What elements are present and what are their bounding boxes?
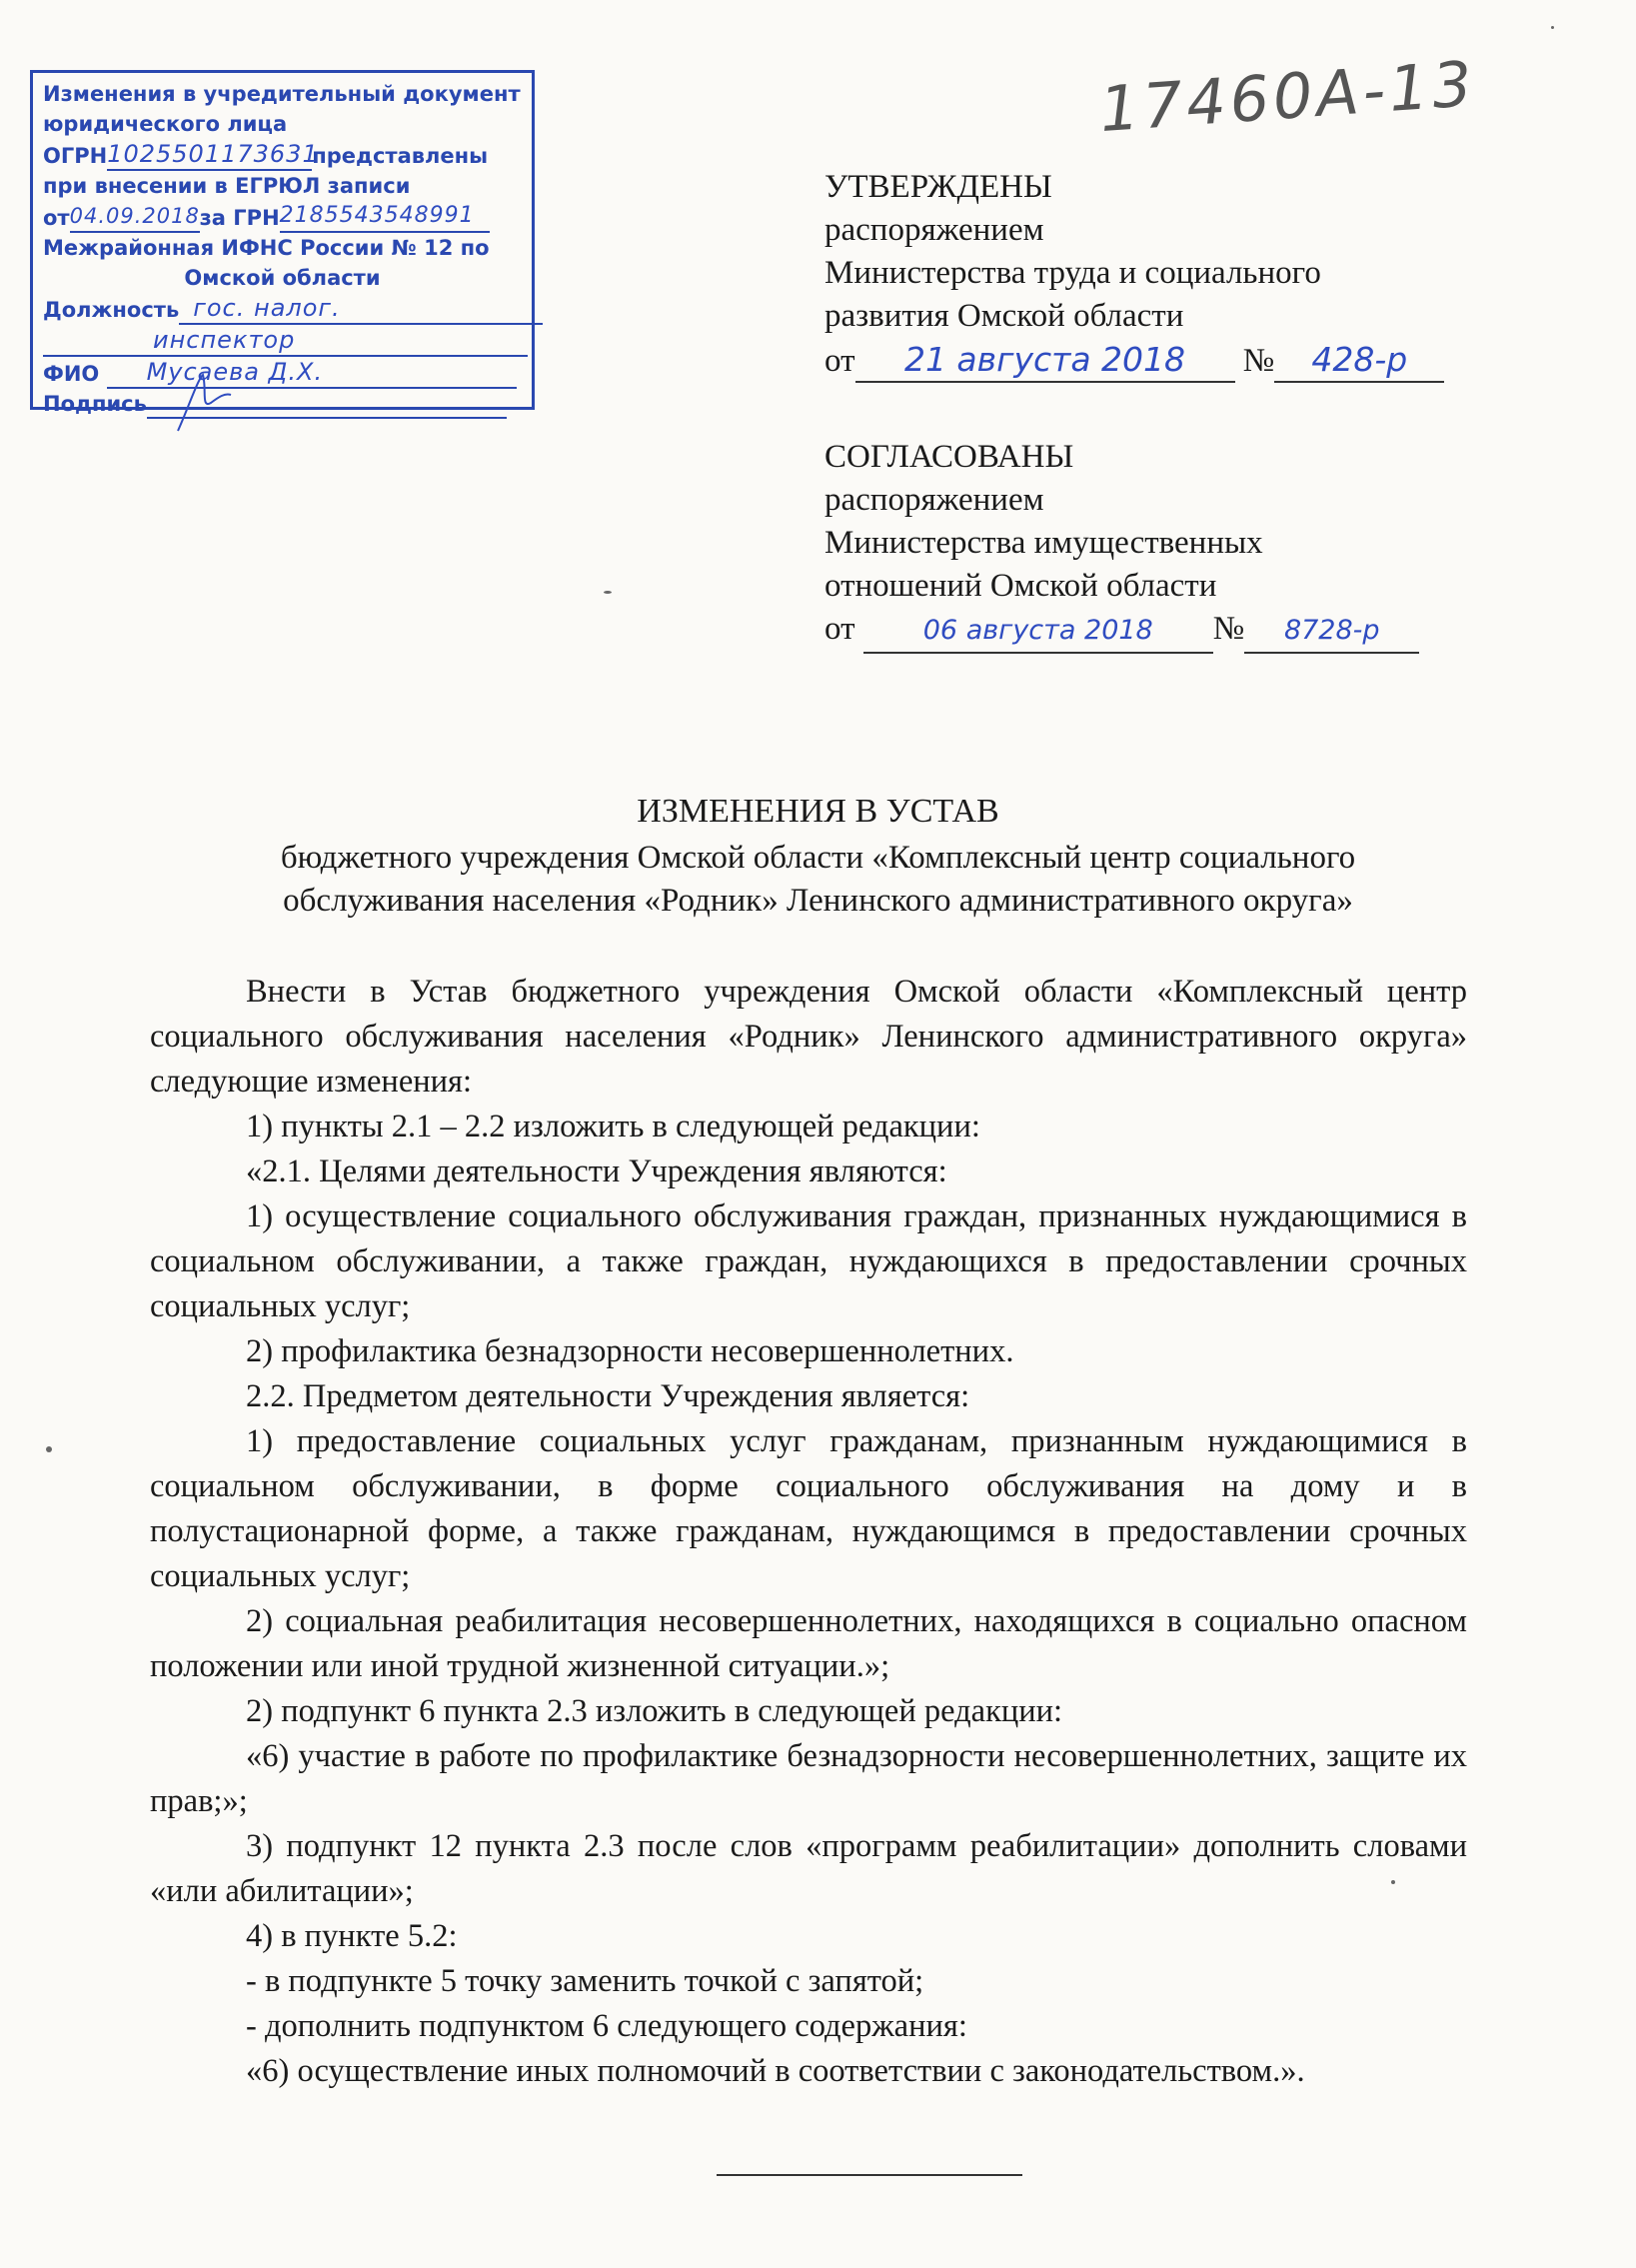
paragraph: «2.1. Целями деятельности Учреждения являются: <box>246 1153 947 1189</box>
paragraph: 2.2. Предметом деятельности Учреждения является: <box>246 1378 970 1414</box>
stamp-fio-label: ФИО <box>43 362 100 386</box>
approved-num: 428-р <box>1274 338 1444 383</box>
paragraph: - дополнить подпунктом 6 следующего содержания: <box>246 2008 967 2044</box>
agreed-date-row <box>824 608 1419 654</box>
agreed-date: 06 августа 2018 <box>863 609 1213 654</box>
agreed-line3: отношений Омской области <box>824 568 1217 604</box>
end-divider <box>717 2174 1022 2176</box>
document-title: ИЗМЕНЕНИЯ В УСТАВ <box>637 793 999 830</box>
agreed-num-label: № <box>1212 611 1245 647</box>
approved-date: 21 августа 2018 <box>855 338 1235 383</box>
scan-speck <box>1551 26 1554 29</box>
paragraph: 1) пункты 2.1 – 2.2 изложить в следующей редакции: <box>246 1109 980 1144</box>
paragraph: 1) осуществление социального обслуживания граждан, признанных нуждающимися в социальном обслуживании, а также граждан, нуждающихся в предоставлении срочных социальных услуг; <box>150 1198 1467 1324</box>
paragraph: 2) профилактика безнадзорности несовершеннолетних. <box>246 1333 1014 1369</box>
approved-num-label: № <box>1242 343 1275 379</box>
stamp-line1: Изменения в учредительный документ <box>43 82 521 106</box>
stamp-position-value2: инспектор <box>43 325 528 357</box>
handwritten-code: 17460A-13 <box>1096 46 1479 147</box>
document-subtitle <box>150 837 1486 923</box>
approved-heading: УТВЕРЖДЕНЫ <box>824 169 1052 205</box>
scan-speck <box>46 1446 52 1452</box>
stamp-grn-label: за ГРН <box>199 206 280 230</box>
stamp-ogrn-label: ОГРН <box>43 144 108 168</box>
scan-speck <box>604 591 612 594</box>
approved-date-row <box>824 338 1444 383</box>
stamp-office2: Омской области <box>184 266 381 290</box>
agreed-num: 8728-р <box>1244 609 1419 654</box>
paragraph: - в подпункте 5 точку заменить точкой с запятой; <box>246 1963 924 1999</box>
scan-speck <box>1391 1880 1395 1884</box>
document-body <box>150 970 1467 2094</box>
paragraph: 3) подпункт 12 пункта 2.3 после слов «программ реабилитации» дополнить словами «или абилитации»; <box>150 1828 1467 1909</box>
subtitle-line2: обслуживания населения «Родник» Ленинского административного округа» <box>283 883 1353 919</box>
stamp-presented: представлены <box>312 144 489 168</box>
paragraph: 2) подпункт 6 пункта 2.3 изложить в следующей редакции: <box>246 1693 1063 1729</box>
agreed-from-label: от <box>824 611 855 647</box>
paragraph: «6) осуществление иных полномочий в соответствии с законодательством.». <box>246 2053 1305 2089</box>
stamp-grn-value: 2185543548991 <box>280 201 490 233</box>
stamp-position-label: Должность <box>43 298 180 322</box>
paragraph: Внести в Устав бюджетного учреждения Омской области «Комплексный центр социального обслуживания населения «Родник» Ленинского административного округа» следующие изменения: <box>150 974 1467 1100</box>
subtitle-line1: бюджетного учреждения Омской области «Комплексный центр социального <box>280 840 1356 876</box>
approved-block <box>824 166 1444 383</box>
approved-line1: распоряжением <box>824 212 1044 248</box>
stamp-position-row <box>43 293 522 325</box>
paragraph: 2) социальная реабилитация несовершеннолетних, находящихся в социально опасном положении или иной трудной жизненной ситуации.»; <box>150 1603 1467 1684</box>
approved-from-label: от <box>824 343 855 379</box>
stamp-from-label: от <box>43 206 70 230</box>
stamp-fio-row <box>43 357 522 389</box>
stamp-line2: юридического лица <box>43 112 288 136</box>
stamp-ogrn-row <box>43 139 522 171</box>
agreed-heading: СОГЛАСОВАНЫ <box>824 439 1074 475</box>
stamp-position-value1: гос. налог. <box>179 293 543 325</box>
approved-line2: Министерства труда и социального <box>824 255 1321 291</box>
stamp-office1: Межрайонная ИФНС России № 12 по <box>43 236 490 260</box>
stamp-fio-value: Мусаева Д.Х. <box>107 357 517 389</box>
stamp-date-row <box>43 201 522 233</box>
stamp-sign-label: Подпись <box>43 392 147 416</box>
paragraph: 1) предоставление социальных услуг гражданам, признанным нуждающимися в социальном обслуживании, в форме социального обслуживания на дому и в полустационарной форме, а также гражданам, нуждающимся в предоставлении срочных социальных услуг; <box>150 1423 1467 1594</box>
registration-stamp <box>30 70 535 416</box>
agreed-line2: Министерства имущественных <box>824 525 1263 561</box>
stamp-egrul: при внесении в ЕГРЮЛ записи <box>43 174 411 198</box>
approved-line3: развития Омской области <box>824 298 1184 334</box>
stamp-ogrn-value: 1025501173631 <box>107 139 312 171</box>
stamp-position-row2 <box>43 325 522 357</box>
paragraph: «6) участие в работе по профилактике безнадзорности несовершеннолетних, защите их прав;»; <box>150 1738 1467 1819</box>
agreed-block <box>824 436 1419 654</box>
signature-icon <box>173 369 233 439</box>
stamp-date-value: 04.09.2018 <box>70 201 200 233</box>
paragraph: 4) в пункте 5.2: <box>246 1918 458 1954</box>
agreed-line1: распоряжением <box>824 482 1044 518</box>
stamp-sign-row <box>43 389 522 419</box>
